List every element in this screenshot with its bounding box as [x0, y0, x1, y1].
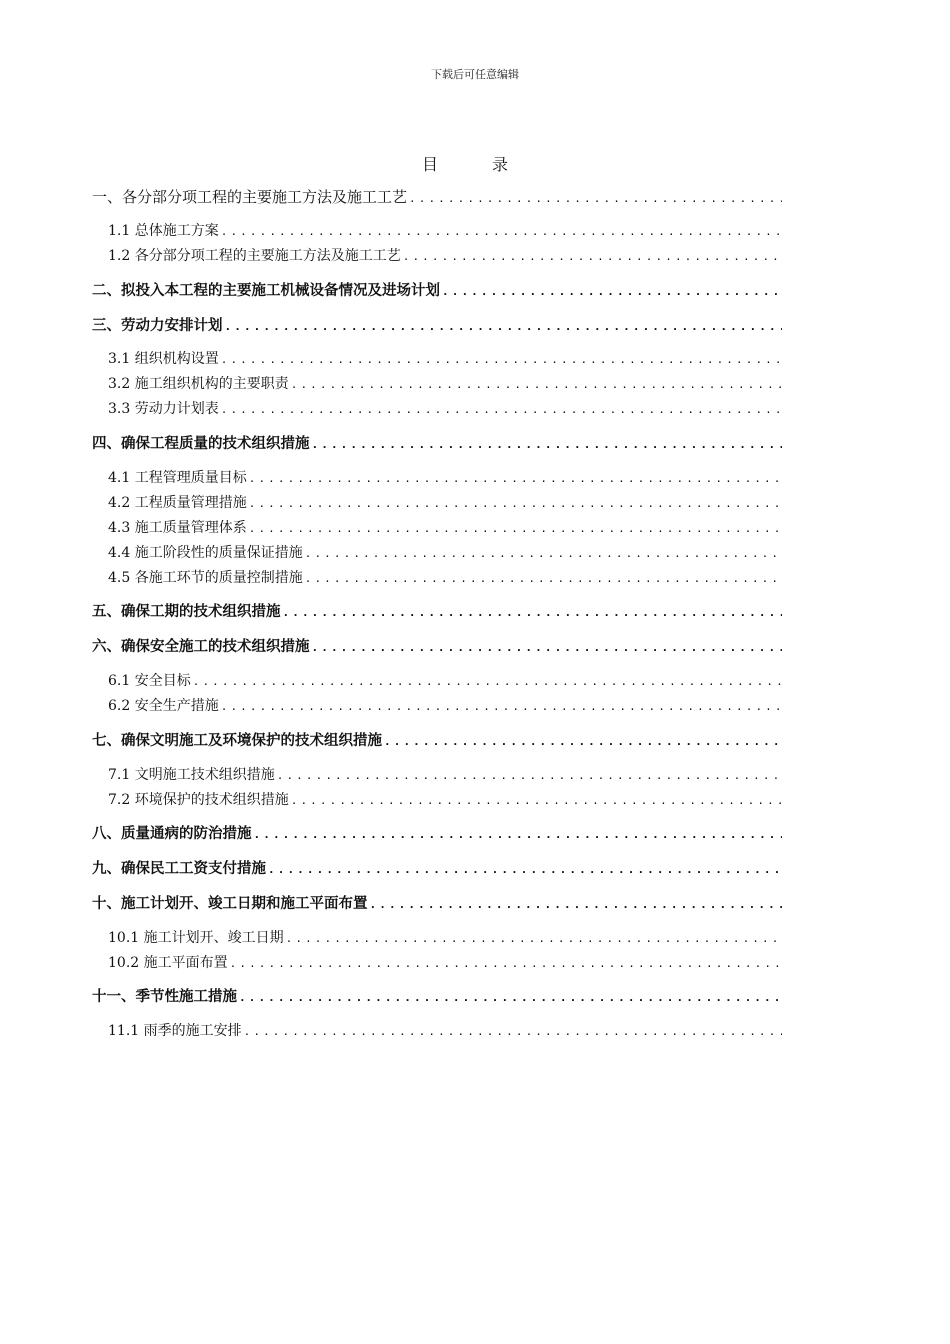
toc-entry-5[interactable]: 五、确保工期的技术组织措施 ..... [92, 602, 782, 623]
toc-entry-6[interactable]: 六、确保安全施工的技术组织措施 ..... [92, 637, 782, 658]
toc-entry-3-1[interactable]: 3.1 组织机构设置 ..... [108, 349, 782, 370]
toc-entry-10[interactable]: 十、施工计划开、竣工日期和施工平面布置 ..... [92, 894, 782, 915]
toc-entry-1-2[interactable]: 1.2 各分部分项工程的主要施工方法及施工工艺 ..... [108, 246, 782, 267]
toc-entry-7-1[interactable]: 7.1 文明施工技术组织措施 ..... [108, 765, 782, 786]
toc-title-right: 录 [492, 155, 509, 174]
toc-entry-1-1[interactable]: 1.1 总体施工方案 ..... [108, 221, 782, 242]
toc-entry-10-1[interactable]: 10.1 施工计划开、竣工日期 ..... [108, 928, 782, 949]
toc-entry-4-3[interactable]: 4.3 施工质量管理体系 ..... [108, 518, 782, 539]
toc-entry-10-2[interactable]: 10.2 施工平面布置 ..... [108, 953, 782, 974]
toc-entry-8[interactable]: 八、质量通病的防治措施 ..... [92, 824, 782, 845]
toc-entry-4-1[interactable]: 4.1 工程管理质量目标 ..... [108, 468, 782, 489]
toc-entry-3[interactable]: 三、劳动力安排计划 ..... [92, 316, 782, 337]
toc-entry-11[interactable]: 十一、季节性施工措施 ..... [92, 987, 782, 1008]
toc-entry-11-1[interactable]: 11.1 雨季的施工安排 ..... [108, 1021, 782, 1042]
page-header: 下载后可任意编辑 [431, 68, 519, 81]
toc-entry-3-3[interactable]: 3.3 劳动力计划表 ..... [108, 399, 782, 420]
toc-entry-1[interactable]: 一、各分部分项工程的主要施工方法及施工工艺 ..... [92, 187, 782, 209]
toc-entry-7[interactable]: 七、确保文明施工及环境保护的技术组织措施 ..... [92, 731, 782, 752]
toc-entry-6-2[interactable]: 6.2 安全生产措施 ..... [108, 696, 782, 717]
toc-entry-3-2[interactable]: 3.2 施工组织机构的主要职责 ..... [108, 374, 782, 395]
toc-entry-4-4[interactable]: 4.4 施工阶段性的质量保证措施 ..... [108, 543, 782, 564]
toc-entry-2[interactable]: 二、拟投入本工程的主要施工机械设备情况及进场计划 ..... [92, 281, 782, 302]
toc-entry-6-1[interactable]: 6.1 安全目标 ..... [108, 671, 782, 692]
toc-entry-9[interactable]: 九、确保民工工资支付措施 ..... [92, 859, 782, 880]
toc-title-left: 目 [421, 155, 438, 174]
toc-entry-7-2[interactable]: 7.2 环境保护的技术组织措施 ..... [108, 790, 782, 811]
toc-entry-4-5[interactable]: 4.5 各施工环节的质量控制措施 ..... [108, 568, 782, 589]
toc-entry-4-2[interactable]: 4.2 工程质量管理措施 ..... [108, 493, 782, 514]
toc-entry-4[interactable]: 四、确保工程质量的技术组织措施 ..... [92, 434, 782, 455]
